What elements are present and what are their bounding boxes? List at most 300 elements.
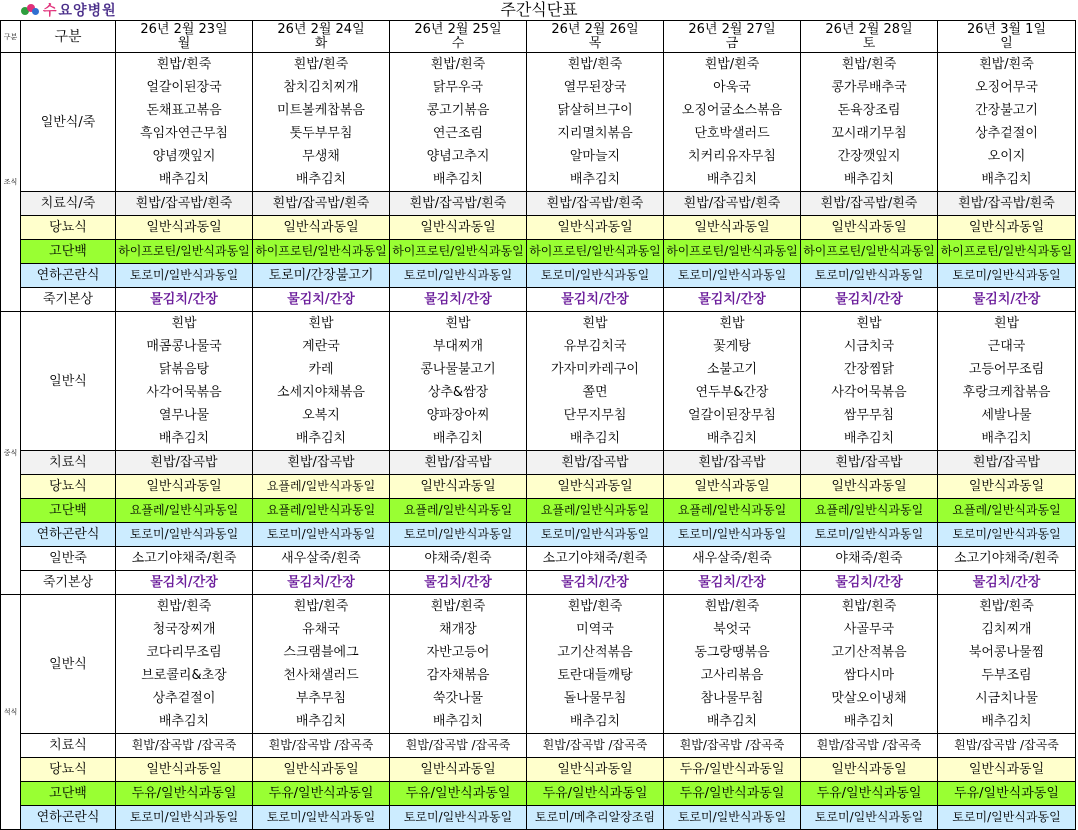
- special-diet-row: [1, 806, 1076, 830]
- special-diet-item: 물김치/간장: [390, 571, 527, 595]
- menu-item: 흑임자연근무침: [116, 122, 253, 145]
- special-diet-item: 토로미/간장불고기: [253, 264, 390, 288]
- special-diet-item: 일반식과동일: [390, 216, 527, 240]
- menu-item: 토란대들깨탕: [527, 664, 664, 687]
- special-diet-item: 두유/일반식과동일: [938, 782, 1076, 806]
- special-diet-item: 일반식과동일: [253, 758, 390, 782]
- menu-item: 스크램블에그: [253, 641, 390, 664]
- menu-item: 사각어묵볶음: [116, 381, 253, 404]
- special-diet-item: 소고기야채죽/흰죽: [527, 547, 664, 571]
- menu-item: 배추김치: [253, 427, 390, 451]
- special-diet-item: 토로미/일반식과동일: [390, 806, 527, 830]
- special-diet-label: 당뇨식: [21, 216, 116, 240]
- special-diet-item: 소고기야채죽/흰죽: [116, 547, 253, 571]
- menu-item: 북어콩나물찜: [938, 641, 1076, 664]
- special-diet-label: 죽기본상: [21, 288, 116, 312]
- side-header-label: 구분: [1, 21, 21, 53]
- day-date: 26년 2월 27일: [688, 21, 776, 37]
- menu-item: 사각어묵볶음: [801, 381, 938, 404]
- menu-item: 흰밥: [253, 312, 390, 336]
- menu-item: 배추김치: [801, 427, 938, 451]
- special-diet-item: 흰밥/잡곡밥: [116, 451, 253, 475]
- menu-item: 배추김치: [253, 168, 390, 192]
- special-diet-item: 일반식과동일: [664, 216, 801, 240]
- special-diet-item: 흰밥/잡곡밥: [390, 451, 527, 475]
- menu-item: 톳두부무침: [253, 122, 390, 145]
- menu-item: 상추겉절이: [116, 687, 253, 710]
- menu-item: 흰밥/흰죽: [801, 595, 938, 619]
- special-diet-item: 일반식과동일: [527, 758, 664, 782]
- menu-item: 꼬시래기무침: [801, 122, 938, 145]
- menu-item: 배추김치: [253, 710, 390, 734]
- day-weekday: 목: [588, 35, 602, 51]
- special-diet-item: 일반식과동일: [390, 758, 527, 782]
- special-diet-item: 물김치/간장: [938, 571, 1076, 595]
- special-diet-item: 두유/일반식과동일: [801, 782, 938, 806]
- menu-item: 흰밥/흰죽: [527, 53, 664, 77]
- special-diet-item: 물김치/간장: [116, 571, 253, 595]
- special-diet-item: 요플레/일반식과동일: [801, 499, 938, 523]
- menu-item: 배추김치: [527, 427, 664, 451]
- general-menu-row: [1, 710, 1076, 734]
- general-menu-row: [1, 358, 1076, 381]
- day-date: 26년 2월 28일: [825, 21, 913, 37]
- menu-item: 연두부&간장: [664, 381, 801, 404]
- special-diet-label: 치료식: [21, 451, 116, 475]
- meal-side-label: 석식: [1, 595, 21, 830]
- special-diet-item: 야채죽/흰죽: [390, 547, 527, 571]
- special-diet-row: [1, 288, 1076, 312]
- special-diet-row: [1, 571, 1076, 595]
- special-diet-item: 두유/일반식과동일: [664, 758, 801, 782]
- menu-item: 배추김치: [938, 168, 1076, 192]
- menu-item: 연근조림: [390, 122, 527, 145]
- special-diet-row: [1, 192, 1076, 216]
- special-diet-item: 두유/일반식과동일: [664, 782, 801, 806]
- menu-item: 간장깻잎지: [801, 145, 938, 168]
- special-diet-item: 물김치/간장: [664, 288, 801, 312]
- menu-item: 자반고등어: [390, 641, 527, 664]
- special-diet-label: 일반죽: [21, 547, 116, 571]
- menu-item: 고기산적볶음: [527, 641, 664, 664]
- special-diet-item: 요플레/일반식과동일: [664, 499, 801, 523]
- menu-item: 감자채볶음: [390, 664, 527, 687]
- menu-item: 열무나물: [116, 404, 253, 427]
- special-diet-item: 물김치/간장: [664, 571, 801, 595]
- menu-item: 후랑크케찹볶음: [938, 381, 1076, 404]
- special-diet-item: 흰밥/잡곡밥 /잡곡죽: [390, 734, 527, 758]
- menu-item: 흰밥: [390, 312, 527, 336]
- menu-item: 배추김치: [390, 427, 527, 451]
- day-header: [801, 21, 938, 53]
- special-diet-item: 하이프로틴/일반식과동일: [664, 240, 801, 264]
- general-menu-row: [1, 427, 1076, 451]
- logo-text-1: 수: [43, 3, 57, 19]
- menu-item: 배추김치: [116, 168, 253, 192]
- special-diet-item: 토로미/일반식과동일: [664, 523, 801, 547]
- menu-item: 흰밥/흰죽: [253, 595, 390, 619]
- menu-item: 고기산적볶음: [801, 641, 938, 664]
- special-diet-label: 고단백: [21, 240, 116, 264]
- special-diet-item: 토로미/일반식과동일: [801, 523, 938, 547]
- menu-item: 사골무국: [801, 618, 938, 641]
- menu-item: 콩나물불고기: [390, 358, 527, 381]
- special-diet-row: [1, 523, 1076, 547]
- day-header: [116, 21, 253, 53]
- special-diet-label: 당뇨식: [21, 475, 116, 499]
- special-diet-item: 물김치/간장: [253, 288, 390, 312]
- menu-item: 상추&쌈장: [390, 381, 527, 404]
- menu-item: 흰밥/흰죽: [527, 595, 664, 619]
- special-diet-item: 물김치/간장: [116, 288, 253, 312]
- special-diet-label: 치료식/죽: [21, 192, 116, 216]
- special-diet-row: [1, 240, 1076, 264]
- special-diet-item: 토로미/일반식과동일: [938, 523, 1076, 547]
- special-diet-item: 흰밥/잡곡밥/흰죽: [390, 192, 527, 216]
- special-diet-item: 토로미/일반식과동일: [116, 806, 253, 830]
- menu-item: 지리멸치볶음: [527, 122, 664, 145]
- special-diet-item: 물김치/간장: [801, 571, 938, 595]
- menu-item: 시금치국: [801, 335, 938, 358]
- special-diet-item: 소고기야채죽/흰죽: [938, 547, 1076, 571]
- menu-item: 흰밥/흰죽: [801, 53, 938, 77]
- special-diet-item: 흰밥/잡곡밥/흰죽: [801, 192, 938, 216]
- menu-item: 배추김치: [938, 710, 1076, 734]
- special-diet-item: 흰밥/잡곡밥/흰죽: [116, 192, 253, 216]
- menu-item: 동그랑땡볶음: [664, 641, 801, 664]
- menu-item: 흰밥/흰죽: [390, 53, 527, 77]
- special-diet-row: [1, 758, 1076, 782]
- menu-item: 근대국: [938, 335, 1076, 358]
- special-diet-item: 일반식과동일: [801, 216, 938, 240]
- menu-item: 소불고기: [664, 358, 801, 381]
- day-weekday: 일: [1000, 35, 1013, 51]
- special-diet-label: 고단백: [21, 782, 116, 806]
- general-menu-row: [1, 404, 1076, 427]
- special-diet-row: [1, 264, 1076, 288]
- special-diet-item: 흰밥/잡곡밥/흰죽: [938, 192, 1076, 216]
- special-diet-item: 흰밥/잡곡밥: [938, 451, 1076, 475]
- menu-item: 쌈무무침: [801, 404, 938, 427]
- general-menu-row: [1, 618, 1076, 641]
- menu-item: 열무된장국: [527, 76, 664, 99]
- special-diet-item: 일반식과동일: [664, 475, 801, 499]
- special-diet-item: 일반식과동일: [801, 758, 938, 782]
- menu-item: 콩가루배추국: [801, 76, 938, 99]
- day-header: [390, 21, 527, 53]
- menu-item: 흰밥: [116, 312, 253, 336]
- menu-item: 단무지무침: [527, 404, 664, 427]
- special-diet-item: 하이프로틴/일반식과동일: [938, 240, 1076, 264]
- general-menu-row: [1, 168, 1076, 192]
- general-menu-row: [1, 53, 1076, 77]
- special-diet-item: 물김치/간장: [938, 288, 1076, 312]
- special-diet-item: 요플레/일반식과동일: [390, 499, 527, 523]
- menu-item: 계란국: [253, 335, 390, 358]
- menu-item: 부추무침: [253, 687, 390, 710]
- menu-item: 부대찌개: [390, 335, 527, 358]
- special-diet-row: [1, 499, 1076, 523]
- menu-item: 오복지: [253, 404, 390, 427]
- day-date: 26년 2월 26일: [551, 21, 639, 37]
- general-menu-row: [1, 312, 1076, 336]
- special-diet-item: 새우살죽/흰죽: [664, 547, 801, 571]
- menu-item: 치커리유자무침: [664, 145, 801, 168]
- menu-item: 아욱국: [664, 76, 801, 99]
- special-diet-item: 두유/일반식과동일: [253, 782, 390, 806]
- general-category-label: 일반식/죽: [21, 53, 116, 192]
- gubun-header-label: 구분: [21, 21, 116, 53]
- menu-item: 두부조림: [938, 664, 1076, 687]
- menu-item: 간장불고기: [938, 99, 1076, 122]
- special-diet-item: 하이프로틴/일반식과동일: [253, 240, 390, 264]
- special-diet-label: 연하곤란식: [21, 264, 116, 288]
- special-diet-item: 토로미/일반식과동일: [527, 523, 664, 547]
- special-diet-item: 토로미/일반식과동일: [253, 523, 390, 547]
- special-diet-item: 흰밥/잡곡밥/흰죽: [253, 192, 390, 216]
- menu-item: 배추김치: [664, 427, 801, 451]
- special-diet-item: 흰밥/잡곡밥 /잡곡죽: [253, 734, 390, 758]
- special-diet-item: 토로미/일반식과동일: [390, 264, 527, 288]
- special-diet-item: 토로미/일반식과동일: [664, 806, 801, 830]
- special-diet-row: [1, 216, 1076, 240]
- special-diet-item: 야채죽/흰죽: [801, 547, 938, 571]
- general-menu-row: [1, 664, 1076, 687]
- general-menu-row: [1, 76, 1076, 99]
- menu-item: 배추김치: [801, 710, 938, 734]
- general-category-label: 일반식: [21, 312, 116, 451]
- special-diet-item: 토로미/메추리알장조림: [527, 806, 664, 830]
- menu-item: 가자미카레구이: [527, 358, 664, 381]
- menu-item: 배추김치: [938, 427, 1076, 451]
- special-diet-item: 물김치/간장: [801, 288, 938, 312]
- menu-item: 세발나물: [938, 404, 1076, 427]
- menu-item: 소세지야채볶음: [253, 381, 390, 404]
- special-diet-item: 하이프로틴/일반식과동일: [116, 240, 253, 264]
- menu-item: 김치찌개: [938, 618, 1076, 641]
- special-diet-item: 일반식과동일: [253, 216, 390, 240]
- special-diet-item: 일반식과동일: [390, 475, 527, 499]
- menu-item: 쌈다시마: [801, 664, 938, 687]
- day-weekday: 수: [451, 35, 465, 51]
- menu-item: 흰밥/흰죽: [116, 595, 253, 619]
- special-diet-label: 연하곤란식: [21, 806, 116, 830]
- weekly-menu-table: [0, 20, 1076, 830]
- menu-item: 참나물무침: [664, 687, 801, 710]
- special-diet-item: 물김치/간장: [253, 571, 390, 595]
- special-diet-item: 하이프로틴/일반식과동일: [801, 240, 938, 264]
- menu-item: 간장찜닭: [801, 358, 938, 381]
- menu-item: 돌나물무침: [527, 687, 664, 710]
- menu-item: 배추김치: [527, 168, 664, 192]
- menu-item: 배추김치: [390, 168, 527, 192]
- menu-item: 닭살허브구이: [527, 99, 664, 122]
- special-diet-label: 치료식: [21, 734, 116, 758]
- menu-item: 양념깻잎지: [116, 145, 253, 168]
- menu-item: 천사채샐러드: [253, 664, 390, 687]
- special-diet-item: 흰밥/잡곡밥 /잡곡죽: [116, 734, 253, 758]
- day-date: 26년 2월 25일: [414, 21, 502, 37]
- special-diet-item: 하이프로틴/일반식과동일: [390, 240, 527, 264]
- menu-item: 코다리무조림: [116, 641, 253, 664]
- special-diet-item: 일반식과동일: [527, 216, 664, 240]
- menu-item: 고등어무조림: [938, 358, 1076, 381]
- menu-item: 맛살오이냉채: [801, 687, 938, 710]
- special-diet-item: 토로미/일반식과동일: [390, 523, 527, 547]
- special-diet-item: 흰밥/잡곡밥/흰죽: [527, 192, 664, 216]
- menu-item: 얼갈이된장국: [116, 76, 253, 99]
- menu-item: 양파장아찌: [390, 404, 527, 427]
- special-diet-item: 토로미/일반식과동일: [664, 264, 801, 288]
- general-menu-row: [1, 122, 1076, 145]
- menu-item: 청국장찌개: [116, 618, 253, 641]
- special-diet-item: 흰밥/잡곡밥: [527, 451, 664, 475]
- menu-item: 단호박샐러드: [664, 122, 801, 145]
- general-menu-row: [1, 687, 1076, 710]
- menu-item: 미역국: [527, 618, 664, 641]
- menu-item: 배추김치: [664, 168, 801, 192]
- menu-item: 상추겉절이: [938, 122, 1076, 145]
- special-diet-label: 당뇨식: [21, 758, 116, 782]
- special-diet-row: [1, 734, 1076, 758]
- menu-item: 배추김치: [801, 168, 938, 192]
- special-diet-item: 두유/일반식과동일: [527, 782, 664, 806]
- special-diet-item: 흰밥/잡곡밥 /잡곡죽: [527, 734, 664, 758]
- day-header: [527, 21, 664, 53]
- special-diet-item: 두유/일반식과동일: [116, 782, 253, 806]
- meal-side-label: 중식: [1, 312, 21, 595]
- menu-item: 흰밥/흰죽: [664, 53, 801, 77]
- menu-item: 유부김치국: [527, 335, 664, 358]
- menu-item: 돈채표고볶음: [116, 99, 253, 122]
- menu-item: 미트볼케찹볶음: [253, 99, 390, 122]
- general-menu-row: [1, 145, 1076, 168]
- page-header: [0, 0, 1078, 20]
- special-diet-label: 연하곤란식: [21, 523, 116, 547]
- special-diet-item: 흰밥/잡곡밥: [801, 451, 938, 475]
- menu-item: 콩고기볶음: [390, 99, 527, 122]
- menu-item: 쑥갓나물: [390, 687, 527, 710]
- day-date: 26년 3월 1일: [966, 21, 1047, 37]
- special-diet-item: 흰밥/잡곡밥: [253, 451, 390, 475]
- menu-item: 쫄면: [527, 381, 664, 404]
- menu-item: 흰밥: [664, 312, 801, 336]
- menu-item: 얼갈이된장무침: [664, 404, 801, 427]
- day-header: [664, 21, 801, 53]
- menu-item: 참치김치찌개: [253, 76, 390, 99]
- day-weekday: 토: [862, 35, 876, 51]
- special-diet-item: 흰밥/잡곡밥 /잡곡죽: [938, 734, 1076, 758]
- special-diet-item: 하이프로틴/일반식과동일: [527, 240, 664, 264]
- menu-item: 닭무우국: [390, 76, 527, 99]
- special-diet-item: 요플레/일반식과동일: [116, 499, 253, 523]
- special-diet-item: 토로미/일반식과동일: [253, 806, 390, 830]
- menu-item: 흰밥/흰죽: [938, 53, 1076, 77]
- day-weekday: 금: [725, 35, 739, 51]
- page-title: 주간식단표: [500, 0, 578, 19]
- general-menu-row: [1, 99, 1076, 122]
- day-weekday: 화: [314, 35, 328, 51]
- menu-item: 흰밥: [801, 312, 938, 336]
- general-menu-row: [1, 381, 1076, 404]
- menu-item: 카레: [253, 358, 390, 381]
- special-diet-item: 흰밥/잡곡밥 /잡곡죽: [664, 734, 801, 758]
- menu-item: 배추김치: [390, 710, 527, 734]
- special-diet-item: 요플레/일반식과동일: [253, 499, 390, 523]
- special-diet-item: 새우살죽/흰죽: [253, 547, 390, 571]
- menu-item: 오징어굴소스볶음: [664, 99, 801, 122]
- menu-item: 고사리볶음: [664, 664, 801, 687]
- menu-item: 북엇국: [664, 618, 801, 641]
- menu-item: 흰밥/흰죽: [116, 53, 253, 77]
- special-diet-label: 죽기본상: [21, 571, 116, 595]
- general-menu-row: [1, 641, 1076, 664]
- menu-item: 매콤콩나물국: [116, 335, 253, 358]
- day-weekday: 월: [177, 35, 191, 51]
- day-header: [253, 21, 390, 53]
- menu-item: 흰밥/흰죽: [938, 595, 1076, 619]
- special-diet-item: 토로미/일반식과동일: [801, 264, 938, 288]
- menu-item: 오징어무국: [938, 76, 1076, 99]
- logo-text-2: 요양병원: [58, 3, 117, 19]
- menu-item: 배추김치: [116, 427, 253, 451]
- special-diet-row: [1, 782, 1076, 806]
- special-diet-item: 물김치/간장: [527, 571, 664, 595]
- special-diet-item: 일반식과동일: [938, 758, 1076, 782]
- special-diet-item: 일반식과동일: [801, 475, 938, 499]
- menu-item: 오이지: [938, 145, 1076, 168]
- menu-item: 흰밥/흰죽: [253, 53, 390, 77]
- header-row: [1, 21, 1076, 53]
- menu-item: 알마늘지: [527, 145, 664, 168]
- general-category-label: 일반식: [21, 595, 116, 734]
- special-diet-item: 물김치/간장: [527, 288, 664, 312]
- special-diet-row: [1, 547, 1076, 571]
- day-date: 26년 2월 24일: [277, 21, 365, 37]
- special-diet-item: 일반식과동일: [938, 216, 1076, 240]
- special-diet-item: 요플레/일반식과동일: [938, 499, 1076, 523]
- menu-item: 배추김치: [527, 710, 664, 734]
- special-diet-label: 고단백: [21, 499, 116, 523]
- menu-item: 흰밥: [938, 312, 1076, 336]
- menu-item: 흰밥/흰죽: [664, 595, 801, 619]
- day-date: 26년 2월 23일: [140, 21, 228, 37]
- special-diet-item: 일반식과동일: [116, 216, 253, 240]
- special-diet-item: 토로미/일반식과동일: [938, 264, 1076, 288]
- special-diet-item: 요플레/일반식과동일: [527, 499, 664, 523]
- special-diet-item: 일반식과동일: [938, 475, 1076, 499]
- menu-item: 배추김치: [116, 710, 253, 734]
- special-diet-item: 토로미/일반식과동일: [116, 264, 253, 288]
- menu-item: 브로콜리&초장: [116, 664, 253, 687]
- menu-item: 돈육장조림: [801, 99, 938, 122]
- meal-side-label: 조식: [1, 53, 21, 312]
- special-diet-item: 토로미/일반식과동일: [938, 806, 1076, 830]
- special-diet-item: 토로미/일반식과동일: [527, 264, 664, 288]
- special-diet-item: 일반식과동일: [527, 475, 664, 499]
- special-diet-row: [1, 475, 1076, 499]
- menu-item: 유채국: [253, 618, 390, 641]
- menu-item: 배추김치: [664, 710, 801, 734]
- day-header: [938, 21, 1076, 53]
- menu-item: 흰밥: [527, 312, 664, 336]
- menu-item: 무생채: [253, 145, 390, 168]
- special-diet-item: 흰밥/잡곡밥/흰죽: [664, 192, 801, 216]
- menu-item: 채개장: [390, 618, 527, 641]
- general-menu-row: [1, 335, 1076, 358]
- special-diet-item: 토로미/일반식과동일: [801, 806, 938, 830]
- special-diet-item: 요플레/일반식과동일: [253, 475, 390, 499]
